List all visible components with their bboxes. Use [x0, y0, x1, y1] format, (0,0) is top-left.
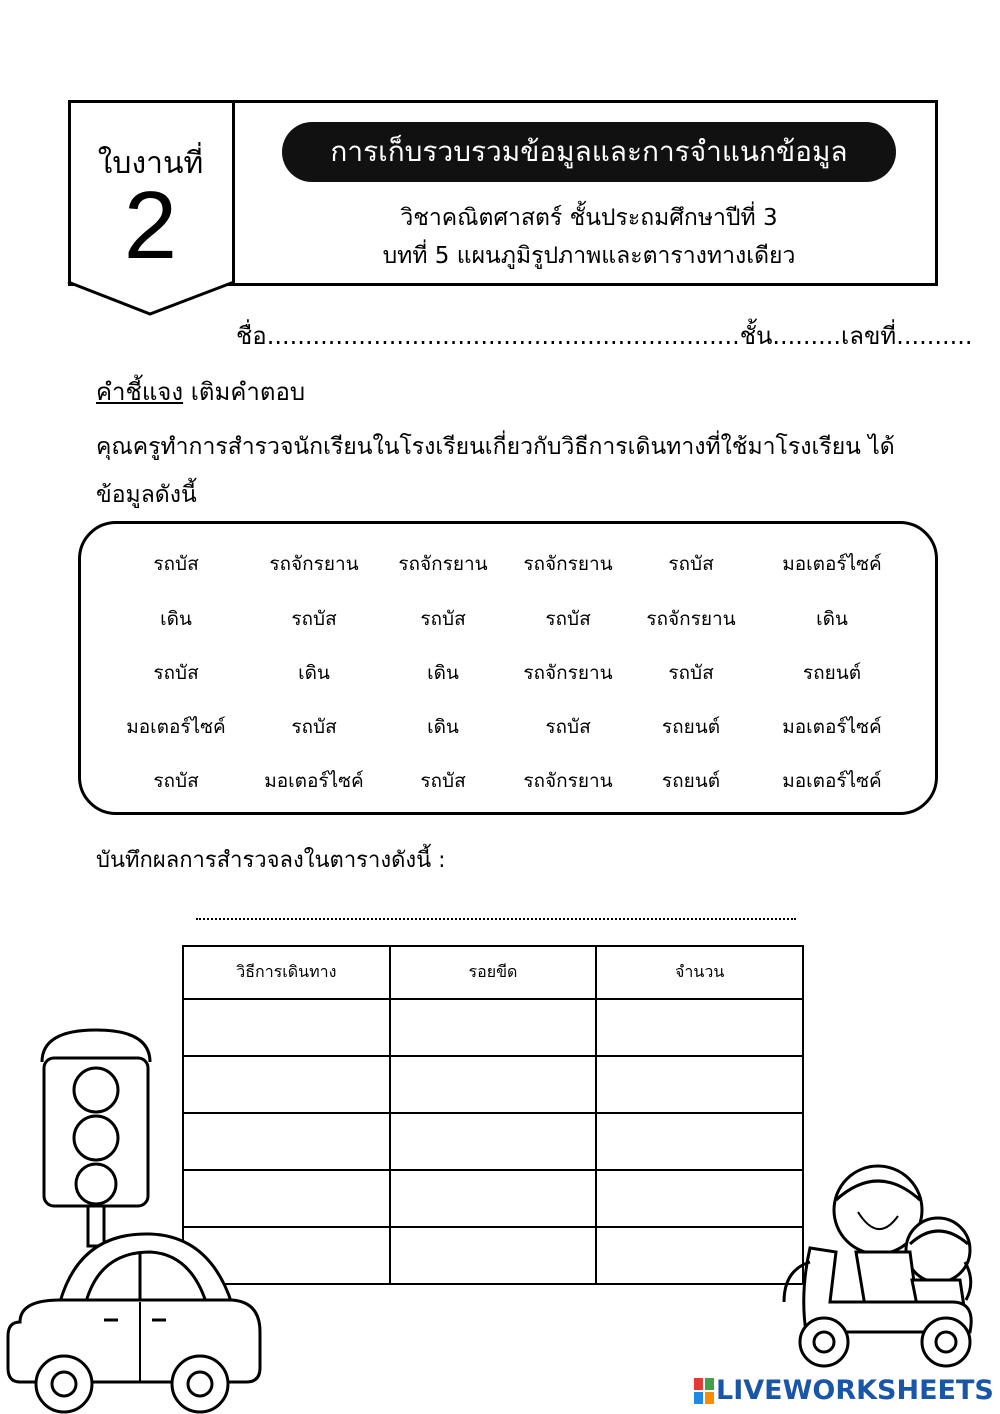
- count-cell[interactable]: [596, 1056, 803, 1113]
- survey-entry: รถจักรยาน: [523, 662, 613, 684]
- instructions-heading: [96, 372, 305, 411]
- header-travel-method: วิธีการเดินทาง: [183, 946, 390, 999]
- survey-entry: รถยนต์: [802, 662, 862, 684]
- travel-method-cell[interactable]: [183, 1113, 390, 1170]
- survey-entry: รถบัส: [420, 770, 466, 792]
- student-info-line[interactable]: ชื่อ..............................................................ชั้น.........เลขที่..........: [236, 322, 973, 350]
- survey-entry: รถบัส: [545, 608, 591, 630]
- survey-entry: รถบัส: [668, 662, 714, 684]
- tally-cell[interactable]: [390, 1227, 597, 1284]
- survey-entry: เดิน: [160, 608, 192, 630]
- instructions-body: คุณครูทำการสำรวจนักเรียนในโรงเรียนเกี่ยวกับวิธีการเดินทางที่ใช้มาโรงเรียน ได้ข้อมูลดังนี้: [96, 434, 895, 508]
- survey-entry: เดิน: [427, 716, 459, 738]
- table-row: [183, 1227, 803, 1284]
- tally-cell[interactable]: [390, 999, 597, 1056]
- liveworksheets-logo-icon: [694, 1378, 714, 1404]
- survey-entry: รถยนต์: [661, 716, 721, 738]
- travel-method-cell[interactable]: [183, 999, 390, 1056]
- survey-entry: รถบัส: [291, 608, 337, 630]
- survey-entry: รถจักรยาน: [646, 608, 736, 630]
- subject-line: วิชาคณิตศาสตร์ ชั้นประถมศึกษาปีที่ 3: [400, 205, 778, 231]
- scooter-riders-illustration: [770, 1152, 992, 1370]
- survey-entry: รถจักรยาน: [523, 553, 613, 575]
- table-row: [183, 999, 803, 1056]
- worksheet-title: การเก็บรวบรวมข้อมูลและการจำแนกข้อมูล: [282, 122, 896, 182]
- record-instruction: บันทึกผลการสำรวจลงในตารางดังนี้ :: [96, 848, 446, 873]
- survey-entry: เดิน: [816, 608, 848, 630]
- survey-entry: รถบัส: [420, 608, 466, 630]
- watermark-text: LIVEWORKSHEETS: [716, 1375, 994, 1406]
- survey-entry: รถจักรยาน: [523, 770, 613, 792]
- survey-entry: เดิน: [298, 662, 330, 684]
- survey-data-box: [78, 521, 938, 815]
- tally-cell[interactable]: [390, 1170, 597, 1227]
- survey-entry: รถบัส: [153, 662, 199, 684]
- table-row: [183, 1113, 803, 1170]
- instructions-text: เติมคำตอบ: [190, 378, 306, 406]
- header-tally: รอยขีด: [390, 946, 597, 999]
- survey-entry: มอเตอร์ไซค์: [782, 553, 882, 575]
- table-header-row: [183, 946, 803, 999]
- survey-entry: มอเตอร์ไซค์: [782, 716, 882, 738]
- tally-cell[interactable]: [390, 1113, 597, 1170]
- tally-table: [182, 945, 804, 1285]
- header-count: จำนวน: [596, 946, 803, 999]
- survey-entry: รถบัส: [668, 553, 714, 575]
- survey-entry: รถบัส: [153, 553, 199, 575]
- survey-entry: รถบัส: [291, 716, 337, 738]
- survey-entry: มอเตอร์ไซค์: [126, 716, 226, 738]
- chapter-line: บทที่ 5 แผนภูมิรูปภาพและตารางทางเดียว: [382, 243, 796, 269]
- worksheet-number: 2: [123, 172, 178, 279]
- tally-cell[interactable]: [390, 1056, 597, 1113]
- answer-dotted-line[interactable]: [196, 918, 796, 920]
- travel-method-cell[interactable]: [183, 1056, 390, 1113]
- survey-entry: รถจักรยาน: [269, 553, 359, 575]
- table-row: [183, 1056, 803, 1113]
- survey-entry: รถจักรยาน: [398, 553, 488, 575]
- liveworksheets-watermark: [694, 1374, 994, 1406]
- survey-entry: เดิน: [427, 662, 459, 684]
- table-row: [183, 1170, 803, 1227]
- car-illustration: [0, 1212, 266, 1414]
- survey-entry: มอเตอร์ไซค์: [264, 770, 364, 792]
- count-cell[interactable]: [596, 999, 803, 1056]
- survey-entry: รถบัส: [545, 716, 591, 738]
- instructions-label: คำชี้แจง: [96, 378, 184, 406]
- badge-pointer: [66, 280, 238, 320]
- survey-entry: มอเตอร์ไซค์: [782, 770, 882, 792]
- survey-entry: รถบัส: [153, 770, 199, 792]
- survey-entry: รถยนต์: [661, 770, 721, 792]
- worksheet-label: ใบงานที่: [97, 146, 204, 181]
